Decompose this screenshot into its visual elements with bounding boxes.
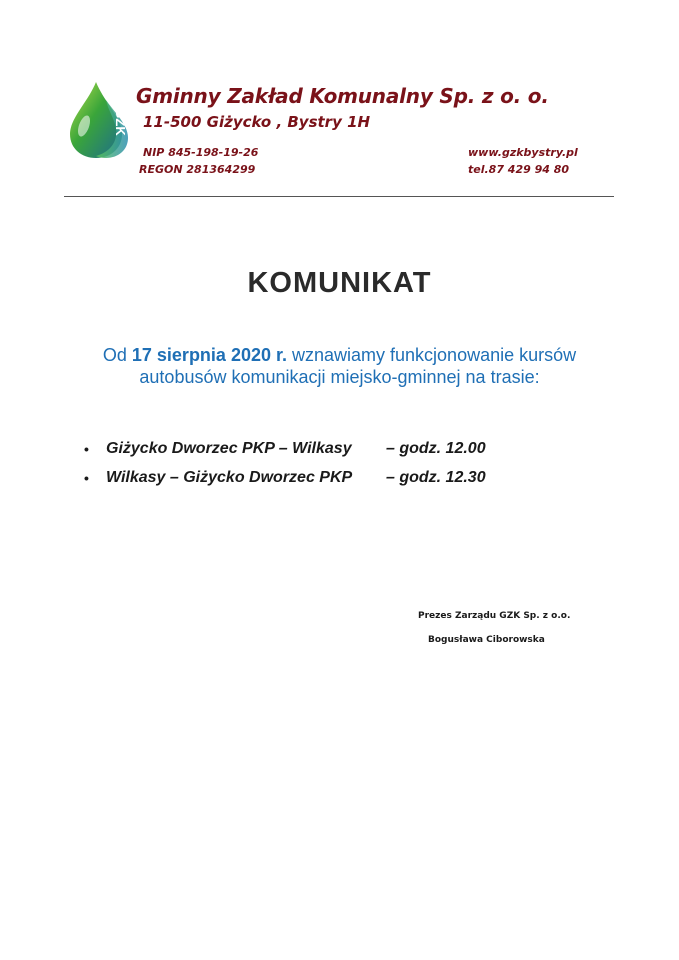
bullet-icon: • (84, 441, 89, 457)
route-time: – godz. 12.00 (386, 440, 486, 457)
announcement-line1: wznawiamy funkcjonowanie kursów (287, 345, 577, 365)
bullet-icon: • (84, 470, 89, 486)
gzk-drop-logo-icon (66, 80, 138, 160)
signature-name: Bogusława Ciborowska (428, 635, 545, 645)
route-list (84, 438, 604, 496)
company-name: Gminny Zakład Komunalny Sp. z o. o. (136, 84, 549, 108)
regon-number: REGON 281364299 (139, 163, 256, 176)
company-address: 11-500 Giżycko , Bystry 1H (143, 113, 371, 131)
route-name: Giżycko Dworzec PKP – Wilkasy (106, 440, 352, 457)
signature-role: Prezes Zarządu GZK Sp. z o.o. (418, 611, 571, 621)
phone-number: tel.87 429 94 80 (468, 163, 570, 176)
route-name: Wilkasy – Giżycko Dworzec PKP (106, 469, 353, 486)
header-divider (64, 196, 614, 197)
announcement-line2: autobusów komunikacji miejsko-gminnej na trasie: (139, 367, 540, 387)
nip-number: NIP 845-198-19-26 (143, 146, 259, 159)
announcement-prefix: Od (102, 345, 132, 365)
route-time: – godz. 12.30 (386, 469, 486, 486)
logo-text: GZK (113, 108, 128, 136)
document-title: KOMUNIKAT (247, 267, 432, 299)
list-item (84, 438, 604, 467)
list-item (84, 467, 604, 496)
announcement-date: 17 sierpnia 2020 r. (131, 345, 287, 365)
website-link[interactable]: www.gzkbystry.pl (468, 146, 578, 159)
announcement-text (0, 344, 679, 388)
